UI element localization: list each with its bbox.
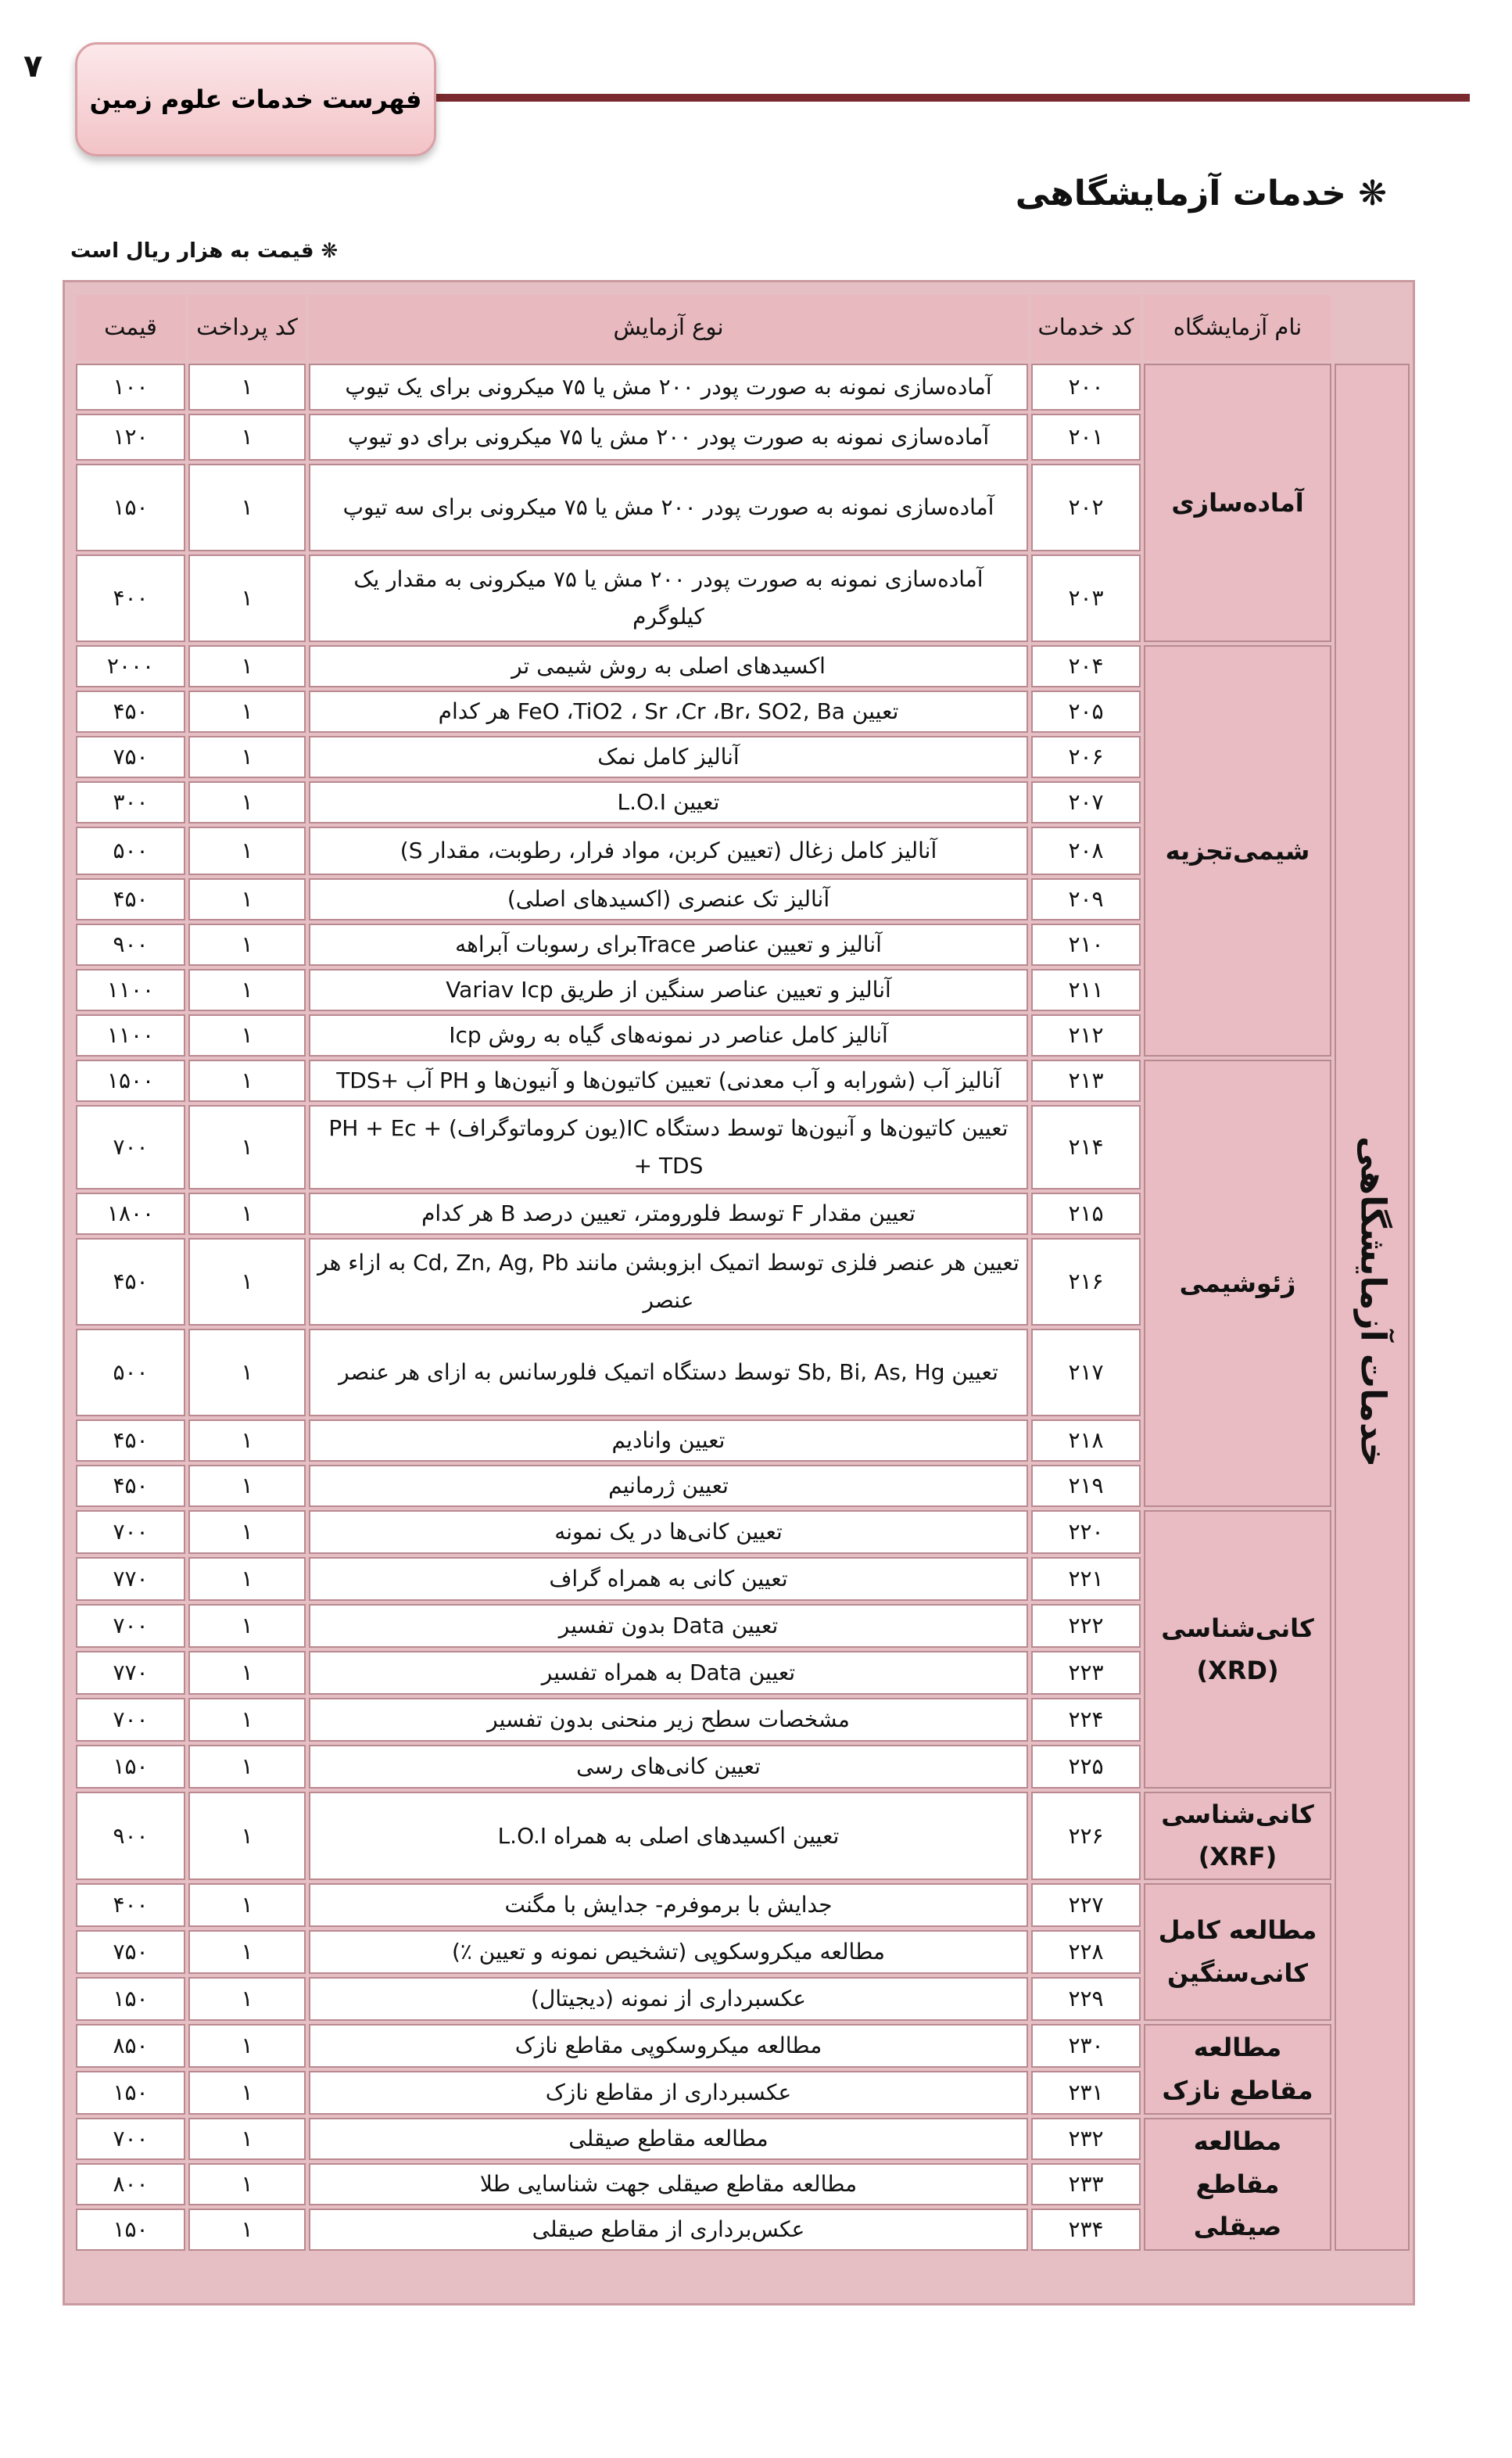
payment-code-cell: ۱ <box>188 924 306 966</box>
test-type-cell: تعیین کانی‌های رسی <box>309 1745 1028 1789</box>
service-code-cell: ۲۲۹ <box>1031 1977 1141 2021</box>
test-type-cell: مطالعه میکروسکوپی (تشخیص نمونه و تعیین ٪) <box>309 1930 1028 1974</box>
price-cell: ۱۵۰۰ <box>76 1060 185 1102</box>
payment-code-cell: ۱ <box>188 1557 306 1601</box>
service-code-cell: ۲۱۲ <box>1031 1014 1141 1057</box>
payment-code-cell: ۱ <box>188 2071 306 2115</box>
price-cell: ۷۰۰ <box>76 1105 185 1190</box>
payment-code-cell: ۱ <box>188 1193 306 1235</box>
header-tab: فهرست خدمات علوم زمین <box>75 42 436 156</box>
col-header-test-type: نوع آزمایش <box>309 295 1028 361</box>
test-type-cell: مطالعه مقاطع صیقلی <box>309 2118 1028 2160</box>
service-code-cell: ۲۲۶ <box>1031 1792 1141 1880</box>
vertical-group-label: خدمات آزمایشگاهی <box>1353 1136 1393 1467</box>
test-type-cell: تعیین کانی به همراه گراف <box>309 1557 1028 1601</box>
services-table <box>73 292 1413 2254</box>
payment-code-cell: ۱ <box>188 1329 306 1416</box>
test-type-cell: تعیین ژرمانیم <box>309 1465 1028 1507</box>
service-code-cell: ۲۱۵ <box>1031 1193 1141 1235</box>
test-type-cell: اکسیدهای اصلی به روش شیمی تر <box>309 645 1028 687</box>
payment-code-cell: ۱ <box>188 1510 306 1554</box>
test-type-cell: آماده‌سازی نمونه به صورت پودر ۲۰۰ مش یا ۷۵ میکرونی برای سه تیوپ <box>309 464 1028 551</box>
price-cell: ۷۰۰ <box>76 2118 185 2160</box>
services-table-frame <box>63 280 1415 2305</box>
payment-code-cell: ۱ <box>188 1745 306 1789</box>
service-code-cell: ۲۳۰ <box>1031 2024 1141 2068</box>
test-type-cell: جدایش با برموفرم- جدایش با مگنت <box>309 1883 1028 1927</box>
payment-code-cell: ۱ <box>188 1883 306 1927</box>
lab-name-cell: مطالعه کامل کانی‌سنگین <box>1144 1883 1331 2021</box>
lab-name-cell: شیمی‌تجزیه <box>1144 645 1331 1057</box>
vertical-group-label-cell <box>1335 364 1410 2251</box>
price-cell: ۲۰۰۰ <box>76 645 185 687</box>
table-row <box>76 1060 1410 1102</box>
service-code-cell: ۲۳۳ <box>1031 2163 1141 2205</box>
service-code-cell: ۲۲۸ <box>1031 1930 1141 1974</box>
service-code-cell: ۲۰۴ <box>1031 645 1141 687</box>
test-type-cell: آنالیز کامل زغال (تعیین کربن، مواد فرار، رطوبت، مقدار S) <box>309 827 1028 875</box>
price-cell: ۴۵۰ <box>76 1419 185 1462</box>
service-code-cell: ۲۲۷ <box>1031 1883 1141 1927</box>
table-row <box>76 2118 1410 2160</box>
price-note: ❋ قیمت به هزار ریال است <box>70 239 339 263</box>
test-type-cell: مطالعه مقاطع صیقلی جهت شناسایی طلا <box>309 2163 1028 2205</box>
price-cell: ۷۰۰ <box>76 1510 185 1554</box>
price-cell: ۷۷۰ <box>76 1651 185 1695</box>
test-type-cell: مطالعه میکروسکوپی مقاطع نازک <box>309 2024 1028 2068</box>
price-cell: ۴۵۰ <box>76 691 185 733</box>
price-cell: ۵۰۰ <box>76 1329 185 1416</box>
service-code-cell: ۲۰۵ <box>1031 691 1141 733</box>
lab-name-cell: آماده‌سازی <box>1144 364 1331 642</box>
payment-code-cell: ۱ <box>188 554 306 642</box>
service-code-cell: ۲۳۱ <box>1031 2071 1141 2115</box>
test-type-cell: آنالیز کامل عناصر در نمونه‌های گیاه به روش Icp <box>309 1014 1028 1057</box>
col-header-group <box>1335 295 1410 361</box>
table-body <box>76 364 1410 2251</box>
price-cell: ۱۰۰ <box>76 364 185 411</box>
col-header-lab-name: نام آزمایشگاه <box>1144 295 1331 361</box>
test-type-cell: آنالیز آب (شورابه و آب معدنی) تعیین کاتیون‌ها و آنیون‌ها و PH آب +TDS <box>309 1060 1028 1102</box>
section-title: ❋ خدمات آزمایشگاهی <box>1015 174 1387 214</box>
price-cell: ۱۵۰ <box>76 1745 185 1789</box>
price-cell: ۸۵۰ <box>76 2024 185 2068</box>
payment-code-cell: ۱ <box>188 464 306 551</box>
payment-code-cell: ۱ <box>188 2024 306 2068</box>
page-number: ۷ <box>23 48 43 84</box>
payment-code-cell: ۱ <box>188 1792 306 1880</box>
payment-code-cell: ۱ <box>188 2118 306 2160</box>
test-type-cell: تعیین L.O.I <box>309 781 1028 824</box>
payment-code-cell: ۱ <box>188 1698 306 1742</box>
test-type-cell: تعیین Data بدون تفسیر <box>309 1604 1028 1648</box>
payment-code-cell: ۱ <box>188 736 306 778</box>
test-type-cell: آماده‌سازی نمونه به صورت پودر ۲۰۰ مش یا ۷۵ میکرونی برای دو تیوپ <box>309 414 1028 461</box>
table-row <box>76 364 1410 411</box>
service-code-cell: ۲۰۹ <box>1031 878 1141 920</box>
service-code-cell: ۲۰۰ <box>1031 364 1141 411</box>
test-type-cell: آنالیز و تعیین عناصر سنگین از طریق Variav Icp <box>309 969 1028 1011</box>
payment-code-cell: ۱ <box>188 1465 306 1507</box>
payment-code-cell: ۱ <box>188 969 306 1011</box>
service-code-cell: ۲۱۶ <box>1031 1238 1141 1326</box>
price-cell: ۷۷۰ <box>76 1557 185 1601</box>
test-type-cell: تعیین Sb, Bi, As, Hg توسط دستگاه اتمیک فلورسانس به ازای هر عنصر <box>309 1329 1028 1416</box>
payment-code-cell: ۱ <box>188 1060 306 1102</box>
payment-code-cell: ۱ <box>188 364 306 411</box>
test-type-cell: تعیین مقدار F توسط فلورومتر، تعیین درصد B هر کدام <box>309 1193 1028 1235</box>
payment-code-cell: ۱ <box>188 781 306 824</box>
test-type-cell: تعیین اکسیدهای اصلی به همراه L.O.I <box>309 1792 1028 1880</box>
test-type-cell: آماده‌سازی نمونه به صورت پودر ۲۰۰ مش یا ۷۵ میکرونی برای یک تیوپ <box>309 364 1028 411</box>
payment-code-cell: ۱ <box>188 2209 306 2251</box>
table-row <box>76 645 1410 687</box>
price-cell: ۴۵۰ <box>76 1465 185 1507</box>
service-code-cell: ۲۰۸ <box>1031 827 1141 875</box>
price-cell: ۱۱۰۰ <box>76 969 185 1011</box>
test-type-cell: آنالیز تک عنصری (اکسیدهای اصلی) <box>309 878 1028 920</box>
payment-code-cell: ۱ <box>188 1977 306 2021</box>
test-type-cell: عکسبرداری از مقاطع نازک <box>309 2071 1028 2115</box>
table-row <box>76 1510 1410 1554</box>
payment-code-cell: ۱ <box>188 645 306 687</box>
price-cell: ۱۱۰۰ <box>76 1014 185 1057</box>
price-cell: ۸۰۰ <box>76 2163 185 2205</box>
service-code-cell: ۲۲۳ <box>1031 1651 1141 1695</box>
price-cell: ۱۵۰ <box>76 464 185 551</box>
price-cell: ۷۰۰ <box>76 1698 185 1742</box>
payment-code-cell: ۱ <box>188 691 306 733</box>
service-code-cell: ۲۱۴ <box>1031 1105 1141 1190</box>
payment-code-cell: ۱ <box>188 1651 306 1695</box>
service-code-cell: ۲۲۱ <box>1031 1557 1141 1601</box>
service-code-cell: ۲۱۱ <box>1031 969 1141 1011</box>
payment-code-cell: ۱ <box>188 1604 306 1648</box>
table-row <box>76 1792 1410 1880</box>
table-row <box>76 1883 1410 1927</box>
service-code-cell: ۲۰۲ <box>1031 464 1141 551</box>
payment-code-cell: ۱ <box>188 878 306 920</box>
service-code-cell: ۲۲۰ <box>1031 1510 1141 1554</box>
test-type-cell: تعیین کاتیون‌ها و آنیون‌ها توسط دستگاه IC(یون کروماتوگراف) + PH + Ec + TDS <box>309 1105 1028 1190</box>
service-code-cell: ۲۱۷ <box>1031 1329 1141 1416</box>
payment-code-cell: ۱ <box>188 414 306 461</box>
test-type-cell: عکسبرداری از نمونه (دیجیتال) <box>309 1977 1028 2021</box>
payment-code-cell: ۱ <box>188 1238 306 1326</box>
lab-name-cell: ژئوشیمی <box>1144 1060 1331 1507</box>
price-cell: ۴۵۰ <box>76 1238 185 1326</box>
service-code-cell: ۲۰۳ <box>1031 554 1141 642</box>
service-code-cell: ۲۳۲ <box>1031 2118 1141 2160</box>
col-header-service-code: کد خدمات <box>1031 295 1141 361</box>
service-code-cell: ۲۱۰ <box>1031 924 1141 966</box>
price-cell: ۷۵۰ <box>76 1930 185 1974</box>
test-type-cell: تعیین کانی‌ها در یک نمونه <box>309 1510 1028 1554</box>
table-header-row <box>76 295 1410 361</box>
test-type-cell: آماده‌سازی نمونه به صورت پودر ۲۰۰ مش یا ۷۵ میکرونی به مقدار یک کیلوگرم <box>309 554 1028 642</box>
test-type-cell: آنالیز کامل نمک <box>309 736 1028 778</box>
payment-code-cell: ۱ <box>188 1014 306 1057</box>
test-type-cell: مشخصات سطح زیر منحنی بدون تفسیر <box>309 1698 1028 1742</box>
price-cell: ۴۰۰ <box>76 554 185 642</box>
price-cell: ۱۲۰ <box>76 414 185 461</box>
service-code-cell: ۲۳۴ <box>1031 2209 1141 2251</box>
lab-name-cell: مطالعه مقاطع صیقلی <box>1144 2118 1331 2251</box>
lab-name-cell: کانی‌شناسی (XRD) <box>1144 1510 1331 1789</box>
service-code-cell: ۲۱۹ <box>1031 1465 1141 1507</box>
payment-code-cell: ۱ <box>188 1105 306 1190</box>
lab-name-cell: مطالعه مقاطع نازک <box>1144 2024 1331 2115</box>
lab-name-cell: کانی‌شناسی (XRF) <box>1144 1792 1331 1880</box>
table-row <box>76 2024 1410 2068</box>
price-cell: ۳۰۰ <box>76 781 185 824</box>
col-header-payment-code: کد پرداخت <box>188 295 306 361</box>
price-cell: ۱۸۰۰ <box>76 1193 185 1235</box>
price-cell: ۷۵۰ <box>76 736 185 778</box>
service-code-cell: ۲۲۵ <box>1031 1745 1141 1789</box>
test-type-cell: تعیین Data به همراه تفسیر <box>309 1651 1028 1695</box>
price-cell: ۵۰۰ <box>76 827 185 875</box>
service-code-cell: ۲۱۳ <box>1031 1060 1141 1102</box>
price-cell: ۴۰۰ <box>76 1883 185 1927</box>
service-code-cell: ۲۲۴ <box>1031 1698 1141 1742</box>
price-cell: ۷۰۰ <box>76 1604 185 1648</box>
price-cell: ۱۵۰ <box>76 2071 185 2115</box>
service-code-cell: ۲۲۲ <box>1031 1604 1141 1648</box>
price-cell: ۹۰۰ <box>76 924 185 966</box>
test-type-cell: آنالیز و تعیین عناصر Traceبرای رسوبات آبراهه <box>309 924 1028 966</box>
header-rule <box>407 94 1470 102</box>
price-cell: ۴۵۰ <box>76 878 185 920</box>
test-type-cell: تعیین وانادیم <box>309 1419 1028 1462</box>
payment-code-cell: ۱ <box>188 1930 306 1974</box>
col-header-price: قیمت <box>76 295 185 361</box>
price-cell: ۹۰۰ <box>76 1792 185 1880</box>
service-code-cell: ۲۰۶ <box>1031 736 1141 778</box>
payment-code-cell: ۱ <box>188 1419 306 1462</box>
test-type-cell: تعیین هر عنصر فلزی توسط اتمیک ابزوبشن مانند Cd, Zn, Ag, Pb به ازاء هر عنصر <box>309 1238 1028 1326</box>
service-code-cell: ۲۰۱ <box>1031 414 1141 461</box>
price-cell: ۱۵۰ <box>76 1977 185 2021</box>
payment-code-cell: ۱ <box>188 827 306 875</box>
payment-code-cell: ۱ <box>188 2163 306 2205</box>
service-code-cell: ۲۰۷ <box>1031 781 1141 824</box>
service-code-cell: ۲۱۸ <box>1031 1419 1141 1462</box>
test-type-cell: تعیین FeO ،TiO2 ، Sr ،Cr ،Br، SO2, Ba هر کدام <box>309 691 1028 733</box>
test-type-cell: عکس‌برداری از مقاطع صیقلی <box>309 2209 1028 2251</box>
price-cell: ۱۵۰ <box>76 2209 185 2251</box>
